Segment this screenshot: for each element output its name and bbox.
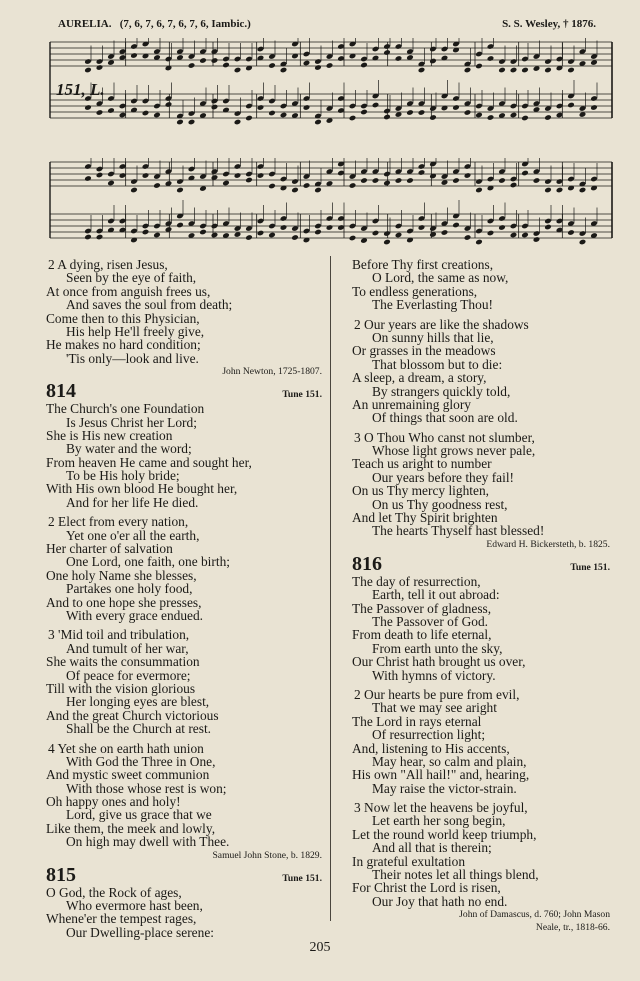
- verse-line: 4 Yet she on earth hath union: [48, 740, 204, 756]
- verse-line: The Passover of gladness,: [352, 600, 492, 616]
- author-attribution: Neale, tr., 1818-66.: [535, 922, 610, 934]
- verse-line: Come then to this Physician,: [46, 310, 200, 326]
- verse-line: For Christ the Lord is risen,: [352, 880, 501, 896]
- verse-line: The Church's one Foundation: [46, 401, 205, 417]
- verse-line: And let Thy Spirit brighten: [352, 510, 498, 526]
- column-divider: [330, 256, 331, 921]
- verse-line: She is His new creation: [46, 427, 173, 443]
- verse-line: 2 Our hearts be pure from evil,: [354, 686, 520, 702]
- verse-line: Our Joy that hath no end.: [372, 893, 508, 909]
- author-attribution: John Newton, 1725-1807.: [222, 366, 322, 378]
- verse-line: That blossom but to die:: [372, 356, 503, 372]
- verse-line: Our Christ hath brought us over,: [352, 654, 526, 670]
- verse-line: 2 Elect from every nation,: [48, 514, 189, 530]
- verse-line: 2 A dying, risen Jesus,: [48, 257, 168, 272]
- verse-line: Her charter of salvation: [46, 541, 173, 557]
- page-number: 205: [309, 940, 331, 955]
- verse-line: Till with the vision glorious: [46, 680, 196, 696]
- tune-reference: Tune 151.: [570, 561, 610, 573]
- verse-line: Like them, the meek and lowly,: [46, 820, 216, 836]
- verse-line: And saves the soul from death;: [66, 297, 233, 313]
- author-attribution: John of Damascus, d. 760; John Mason: [459, 909, 610, 921]
- verse-line: The Lord in rays eternal: [352, 713, 482, 729]
- verse-line: Teach us aright to number: [352, 456, 492, 472]
- verse-line: One Lord, one faith, one birth;: [66, 554, 230, 570]
- verse-line: On high may dwell with Thee.: [66, 834, 230, 850]
- verse-line: 3 O Thou Who canst not slumber,: [354, 429, 535, 445]
- verse-line: Seen by the eye of faith,: [66, 270, 197, 286]
- verse-line: From death to life eternal,: [352, 627, 492, 643]
- verse-line: The day of resurrection,: [352, 573, 481, 589]
- left-column: [46, 258, 322, 939]
- tune-reference: Tune 151.: [282, 872, 322, 884]
- verse-line: And for her life He died.: [66, 494, 199, 510]
- tune-name-and-meter: AURELIA. (7, 6, 7, 6, 7, 6, 7, 6, Iambic.): [58, 18, 251, 30]
- verse-line: Of things that soon are old.: [372, 410, 518, 426]
- verse-line: Her longing eyes are blest,: [66, 694, 210, 710]
- verse-line: Let earth her song begin,: [372, 813, 506, 829]
- verse-line: From earth unto the sky,: [372, 640, 503, 656]
- verse-line: On us Thy goodness rest,: [372, 496, 508, 512]
- verse-line: With every grace endued.: [66, 607, 204, 623]
- music-system-1: [44, 38, 614, 138]
- verse-line: With hymns of victory.: [372, 667, 496, 683]
- hymn-heading: [352, 553, 610, 575]
- verse-line: Lord, give us grace that we: [66, 807, 212, 823]
- verse-line: By water and the word;: [66, 441, 192, 457]
- verse-line: Whene'er the tempest rages,: [46, 911, 197, 927]
- verse-line: 3 'Mid toil and tribulation,: [48, 627, 190, 643]
- verse-line: His help He'll freely give,: [66, 323, 205, 339]
- verse-line: Before Thy first creations,: [352, 257, 494, 272]
- hymn-number: 814: [46, 380, 76, 403]
- composer: S. S. Wesley, † 1876.: [502, 18, 596, 30]
- verse-line: And mystic sweet communion: [46, 767, 210, 783]
- verse-line: On us Thy mercy lighten,: [352, 483, 489, 499]
- verse-line: Their notes let all things blend,: [372, 867, 539, 883]
- verse-line: And to one hope she presses,: [46, 594, 202, 610]
- verse-line: In grateful exultation: [352, 853, 466, 869]
- verse-line: From heaven He came and sought her,: [46, 454, 252, 470]
- verse-line: Who evermore hast been,: [66, 898, 203, 914]
- verse-line: Earth, tell it out abroad:: [372, 587, 500, 603]
- verse-line: His own "All hail!" and, hearing,: [352, 767, 530, 783]
- verse-line: With His own blood He bought her,: [46, 481, 238, 497]
- verse-line: Our years before they fail!: [372, 469, 515, 485]
- verse-line: With those whose rest is won;: [66, 780, 227, 796]
- hymn-number: 815: [46, 863, 76, 886]
- verse-line: To be His holy bride;: [66, 468, 180, 484]
- author-attribution: Samuel John Stone, b. 1829.: [212, 849, 322, 861]
- music-system-2: [44, 158, 614, 258]
- verse-line: Let the round world keep triumph,: [352, 826, 537, 842]
- verse-line: Oh happy ones and holy!: [46, 794, 181, 810]
- verse-line: And tumult of her war,: [66, 640, 189, 656]
- verse-line: Yet one o'er all the earth,: [66, 527, 200, 543]
- tune-header: [58, 18, 596, 34]
- verse-line: 'Tis only—look and live.: [66, 350, 199, 366]
- verse-line: Of peace for evermore;: [66, 667, 191, 683]
- verse-line: O Lord, the same as now,: [372, 270, 509, 286]
- hymn-number: 816: [352, 552, 382, 575]
- hymn-heading: [46, 864, 322, 886]
- verse-line: That we may see aright: [372, 700, 497, 716]
- verse-line: She waits the consummation: [46, 654, 200, 670]
- verse-line: Our Dwelling-place serene:: [66, 924, 214, 940]
- verse-line: Is Jesus Christ her Lord;: [66, 414, 197, 430]
- verse-line: By strangers quickly told,: [372, 383, 511, 399]
- verse-line: Partakes one holy food,: [66, 581, 193, 597]
- verse-line: An unremaining glory: [352, 396, 472, 412]
- verse-line: With God the Three in One,: [66, 753, 216, 769]
- right-column: [352, 258, 610, 934]
- author-attribution: Edward H. Bickersteth, b. 1825.: [486, 538, 610, 550]
- verse-line: And the great Church victorious: [46, 707, 219, 723]
- verse-line: A sleep, a dream, a story,: [352, 370, 487, 386]
- verse-line: At once from anguish frees us,: [46, 283, 211, 299]
- verse-line: To endless generations,: [352, 283, 478, 299]
- verse-line: 2 Our years are like the shadows: [354, 316, 529, 332]
- verse-line: He makes no hard condition;: [46, 337, 201, 353]
- verse-line: And all that is therein;: [372, 840, 492, 856]
- verse-line: And, listening to His accents,: [352, 740, 510, 756]
- verse-line: One holy Name she blesses,: [46, 567, 197, 583]
- verse-line: On sunny hills that lie,: [372, 329, 494, 345]
- verse-line: Whose light grows never pale,: [372, 443, 536, 459]
- verse-line: May raise the victor-strain.: [372, 780, 517, 796]
- verse-line: The Passover of God.: [372, 613, 489, 629]
- verse-line: O God, the Rock of ages,: [46, 884, 182, 900]
- hymn-heading: [46, 380, 322, 402]
- verse-line: Of resurrection light;: [372, 727, 486, 743]
- verse-line: Or grasses in the meadows: [352, 343, 496, 359]
- verse-line: 3 Now let the heavens be joyful,: [354, 800, 528, 816]
- tune-reference: Tune 151.: [282, 389, 322, 401]
- verse-line: Shall be the Church at rest.: [66, 721, 212, 737]
- verse-line: The hearts Thyself hast blessed!: [372, 523, 545, 539]
- tune-number: 151, L.: [56, 80, 105, 99]
- verse-line: May hear, so calm and plain,: [372, 753, 527, 769]
- verse-line: The Everlasting Thou!: [372, 297, 493, 313]
